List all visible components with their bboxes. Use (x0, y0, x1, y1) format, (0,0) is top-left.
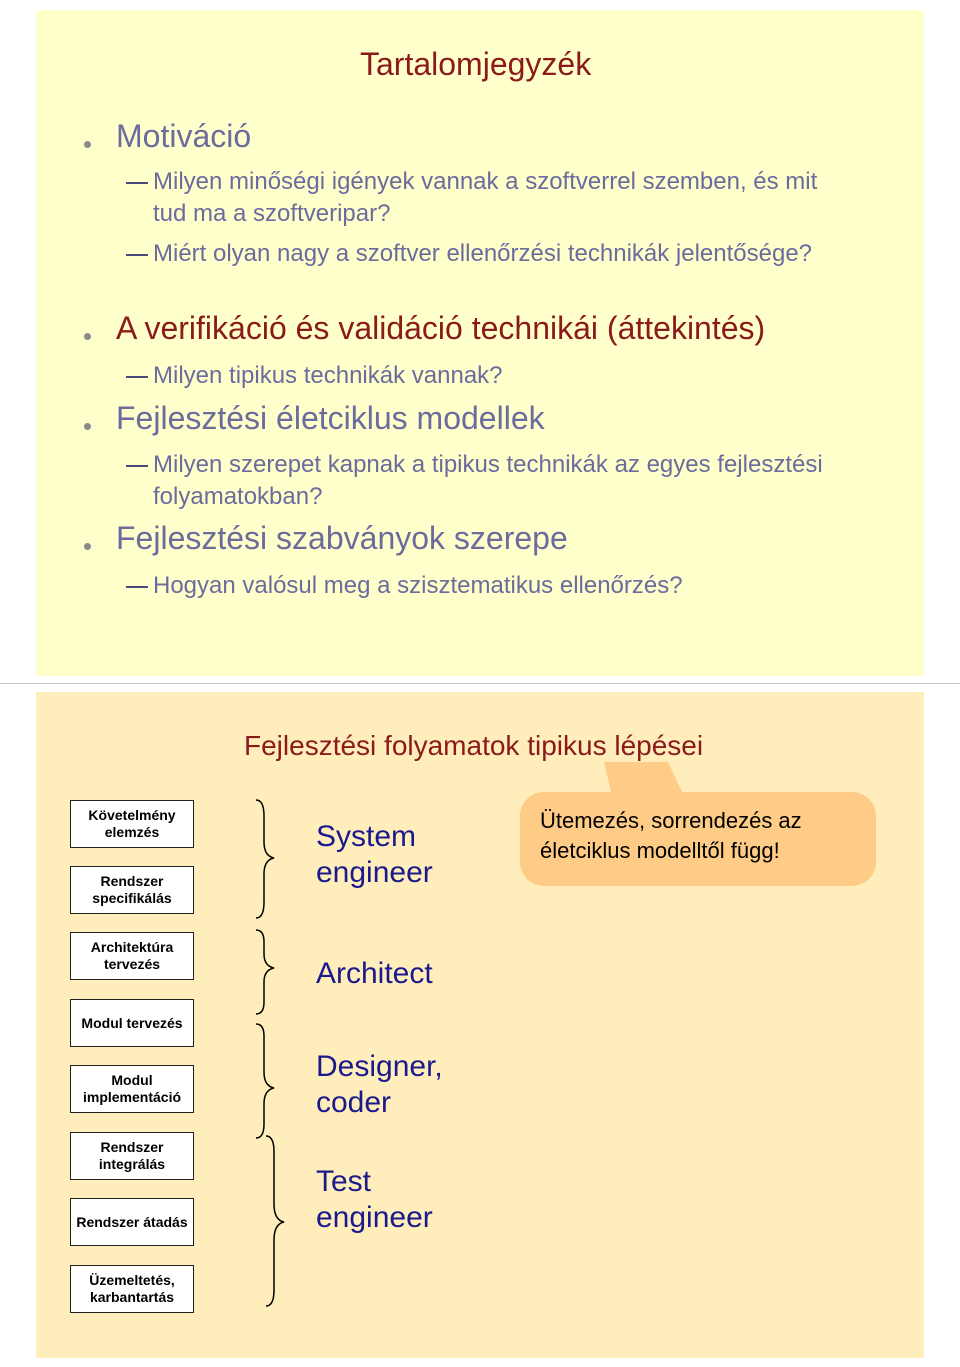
role-test-engineer: Test engineer (316, 1165, 433, 1234)
sub-bullet: Milyen minőségi igények vannak a szoftverrel szemben, és mit tud ma a szoftveripar? (153, 168, 818, 227)
brace-designer-coder (256, 1024, 274, 1138)
bullet-motivation: Motiváció (116, 118, 252, 154)
step-box: Modul implementáció (70, 1065, 194, 1113)
dash-icon (126, 465, 148, 467)
dash-icon (126, 586, 148, 588)
role-designer-coder: Designer, coder (316, 1050, 443, 1119)
dash-icon (126, 254, 148, 256)
sub-bullet: Milyen szerepet kapnak a tipikus technikák az egyes fejlesztési folyamatokban? (153, 451, 823, 510)
step-box: Rendszer specifikálás (70, 866, 194, 914)
slide-table-of-contents (36, 10, 924, 676)
sub-bullet: Miért olyan nagy a szoftver ellenőrzési technikák jelentősége? (153, 240, 813, 267)
dash-icon (126, 376, 148, 378)
step-box: Követelmény elemzés (70, 800, 194, 848)
bullet-icon (84, 543, 91, 550)
dash-icon (126, 182, 148, 184)
sub-bullet: Milyen tipikus technikák vannak? (153, 362, 503, 389)
sub-bullet: Hogyan valósul meg a szisztematikus ellenőrzés? (153, 572, 683, 599)
role-system-engineer: System engineer (316, 820, 433, 889)
step-box: Rendszer integrálás (70, 1132, 194, 1180)
brace-architect (256, 930, 274, 1014)
callout-tail (604, 762, 684, 796)
bullet-icon (84, 141, 91, 148)
step-box: Üzemeltetés, karbantartás (70, 1265, 194, 1313)
role-architect: Architect (316, 957, 433, 990)
page-divider (0, 683, 960, 684)
callout-text: Ütemezés, sorrendezés az életciklus modelltől függ! (540, 808, 802, 863)
step-box: Architektúra tervezés (70, 932, 194, 980)
step-box: Rendszer átadás (70, 1198, 194, 1246)
bullet-verification: A verifikáció és validáció technikái (áttekintés) (116, 310, 766, 346)
bullet-lifecycle: Fejlesztési életciklus modellek (116, 400, 545, 436)
slide-title: Fejlesztési folyamatok tipikus lépései (244, 730, 704, 761)
bullet-standards: Fejlesztési szabványok szerepe (116, 520, 568, 556)
brace-test-engineer (266, 1136, 284, 1306)
slide-title: Tartalomjegyzék (360, 46, 592, 82)
slide-process-steps (36, 692, 924, 1358)
brace-system-engineer (256, 800, 274, 918)
step-box: Modul tervezés (70, 999, 194, 1047)
bullet-icon (84, 333, 91, 340)
bullet-icon (84, 423, 91, 430)
